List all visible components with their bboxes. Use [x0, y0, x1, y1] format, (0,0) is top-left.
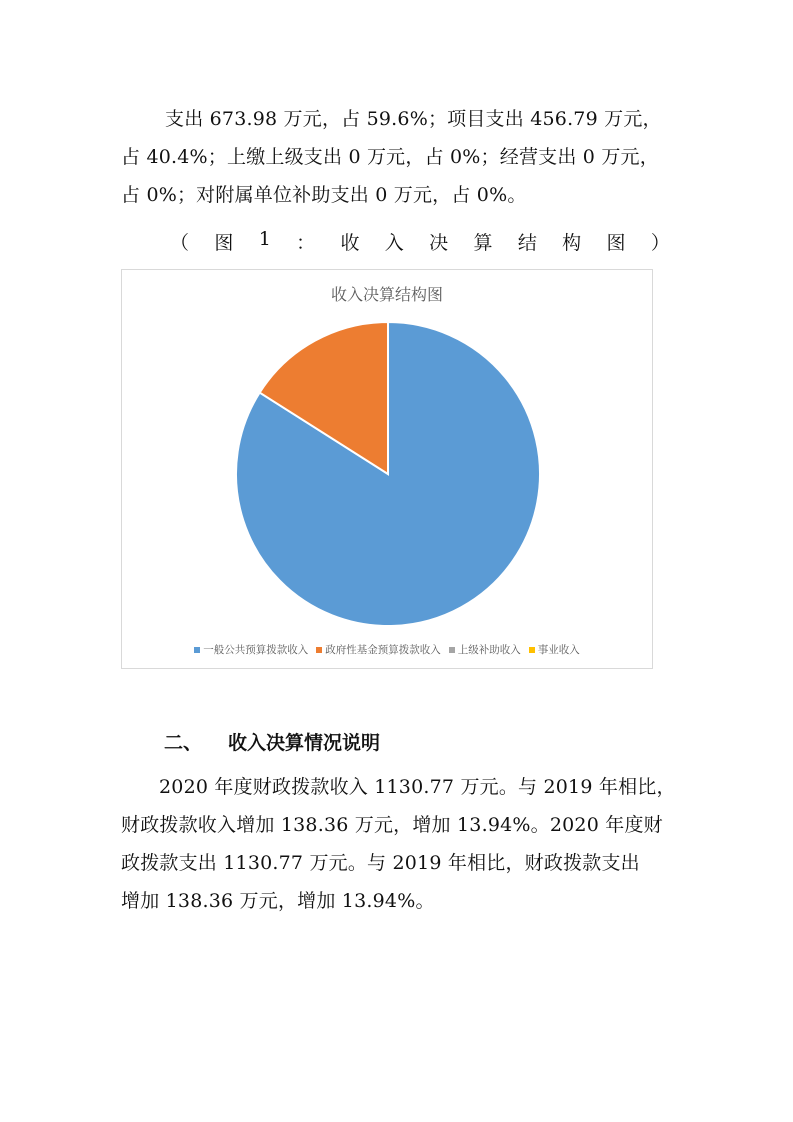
chart-legend: [122, 642, 652, 657]
figure-caption: [170, 228, 670, 255]
caption-char: 入: [384, 232, 404, 254]
caption-char: 算: [473, 232, 493, 254]
legend-swatch: [529, 647, 535, 653]
legend-label: 政府性基金预算拨款收入: [325, 644, 441, 656]
caption-char: 决: [429, 232, 449, 254]
section2-line: 增加 138.36 万元，增加 13.94%。: [121, 890, 435, 912]
legend-item: [529, 642, 580, 657]
caption-char: ）: [650, 232, 670, 254]
section2-line: 2020 年度财政拨款收入 1130.77 万元。与 2019 年相比，: [159, 776, 676, 798]
intro-line: 占 0%；对附属单位补助支出 0 万元，占 0%。: [121, 184, 527, 206]
legend-swatch: [194, 647, 200, 653]
chart-title: 收入决算结构图: [330, 285, 443, 304]
intro-paragraph: [121, 100, 673, 214]
legend-item: [194, 642, 308, 657]
section2-line: 政拨款支出 1130.77 万元。与 2019 年相比，财政拨款支出: [121, 852, 640, 874]
section2-paragraph: [121, 768, 676, 920]
caption-char: 结: [517, 232, 537, 254]
legend-item: [316, 642, 441, 657]
caption-char: ：: [296, 232, 316, 254]
section-title: 收入决算情况说明: [228, 732, 381, 754]
legend-label: 上级补助收入: [457, 644, 521, 656]
caption-char: 图: [214, 232, 234, 254]
legend-label: 事业收入: [537, 644, 580, 656]
caption-char: 构: [562, 232, 582, 254]
caption-char: 图: [606, 232, 626, 254]
caption-char: 收: [340, 232, 360, 254]
intro-line: 占 40.4%；上缴上级支出 0 万元，占 0%；经营支出 0 万元，: [121, 146, 659, 168]
legend-swatch: [316, 647, 322, 653]
pie-chart: [121, 269, 653, 669]
pie-chart-svg: [122, 270, 652, 668]
section2-line: 财政拨款收入增加 138.36 万元，增加 13.94%。2020 年度财: [121, 814, 663, 836]
legend-item: [449, 642, 521, 657]
section-number: 二、: [164, 732, 203, 754]
legend-label: 一般公共预算拨款收入: [203, 644, 309, 656]
legend-swatch: [449, 647, 455, 653]
caption-char: （: [170, 232, 190, 254]
section-heading: [164, 728, 380, 755]
intro-line: 支出 673.98 万元，占 59.6%；项目支出 456.79 万元，: [165, 108, 662, 130]
caption-char: 1: [258, 228, 271, 250]
